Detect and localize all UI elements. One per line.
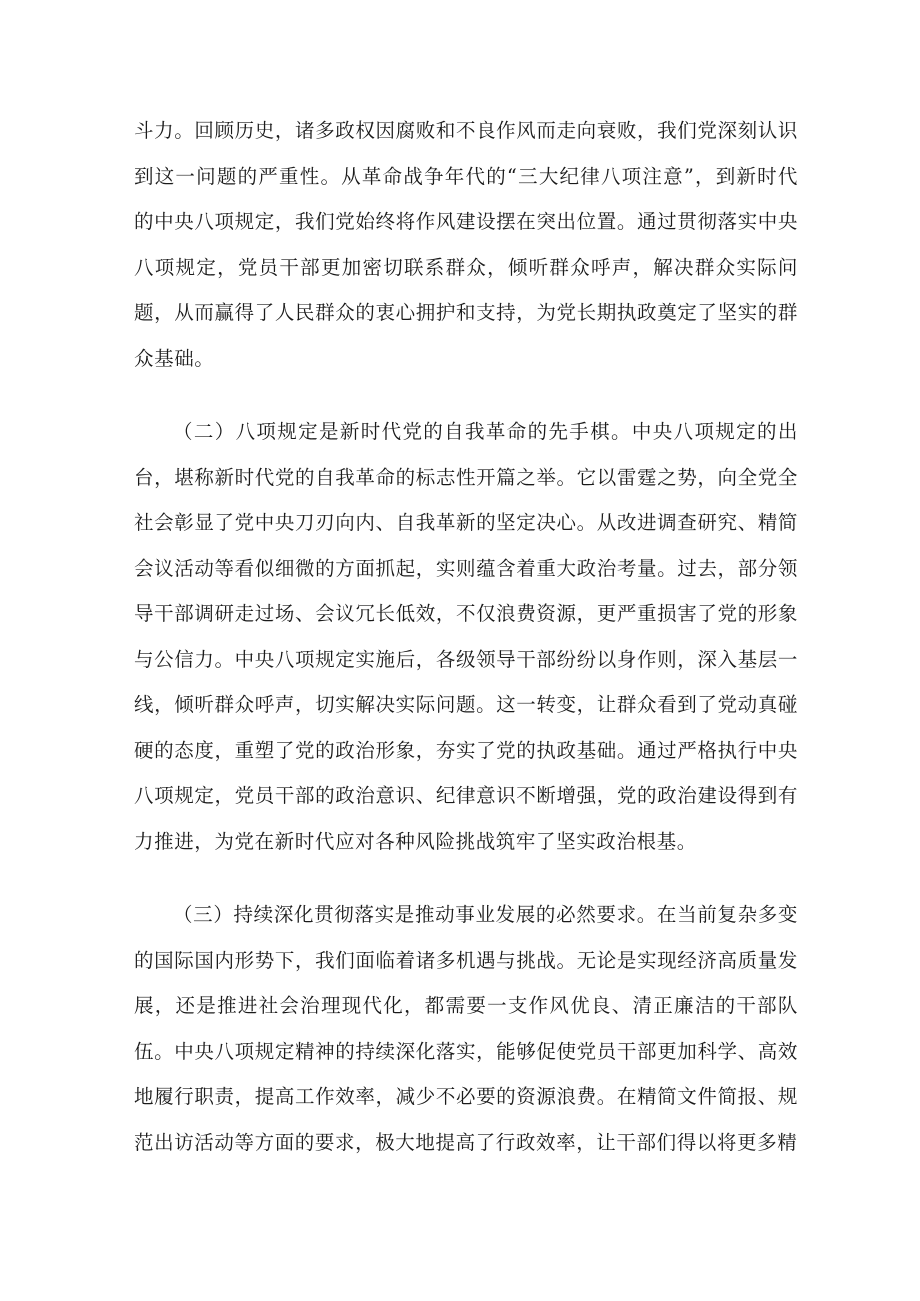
paragraph-continuation: 斗力。回顾历史，诸多政权因腐败和不良作风而走向衰败，我们党深刻认识到这一问题的严重性。从革命战争年代的“三大纪律八项注意”，到新时代的中央八项规定，我们党始终将作风建设摆在突出位置。通过贯彻落实中央八项规定，党员干部更加密切联系群众，倾听群众呼声，解决群众实际问题，从而赢得了人民群众的衷心拥护和支持，为党长期执政奠定了坚实的群众基础。: [134, 119, 798, 370]
paragraph-section-2: （二）八项规定是新时代党的自我革命的先手棋。中央八项规定的出台，堪称新时代党的自我革命的标志性开篇之举。它以雷霆之势，向全党全社会彰显了党中央刀刃向内、自我革新的坚定决心。从改进调查研究、精简会议活动等看似细微的方面抓起，实则蕴含着重大政治考量。过去，部分领导干部调研走过场、会议冗长低效，不仅浪费资源，更严重损害了党的形象与公信力。中央八项规定实施后，各级领导干部纷纷以身作则，深入基层一线，倾听群众呼声，切实解决实际问题。这一转变，让群众看到了党动真碰硬的态度，重塑了党的政治形象，夯实了党的执政基础。通过严格执行中央八项规定，党员干部的政治意识、纪律意识不断增强，党的政治建设得到有力推进，为党在新时代应对各种风险挑战筑牢了坚实政治根基。: [134, 420, 798, 853]
paragraph-section-3: （三）持续深化贯彻落实是推动事业发展的必然要求。在当前复杂多变的国际国内形势下，我们面临着诸多机遇与挑战。无论是实现经济高质量发展，还是推进社会治理现代化，都需要一支作风优良、清正廉洁的干部队伍。中央八项规定精神的持续深化落实，能够促使党员干部更加科学、高效地履行职责，提高工作效率，减少不必要的资源浪费。在精简文件简报、规范出访活动等方面的要求，极大地提高了行政效率，让干部们得以将更多精: [134, 903, 798, 1154]
document-body: [134, 108, 798, 1193]
